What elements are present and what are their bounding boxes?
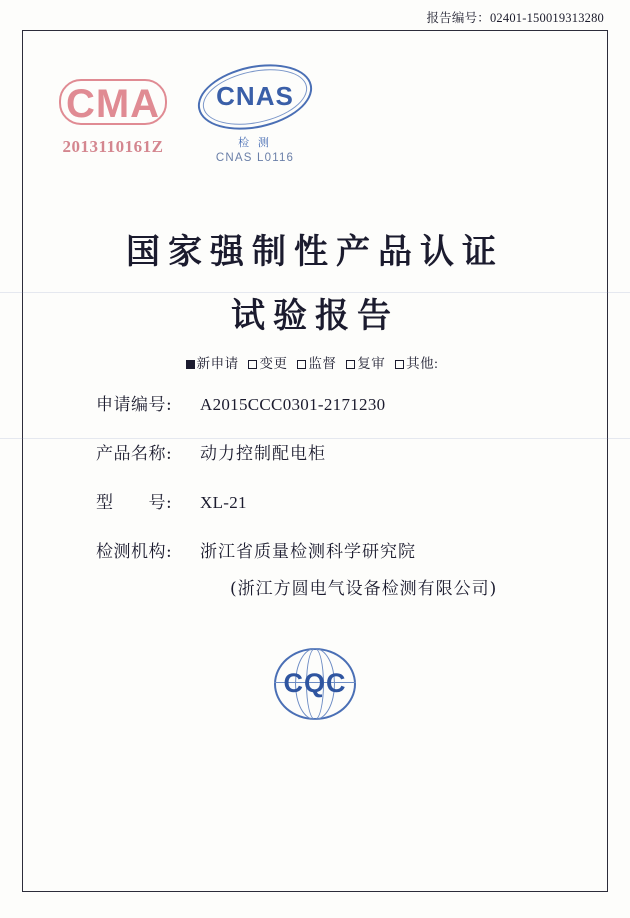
- field-value: 浙江省质量检测科学研究院: [200, 541, 416, 562]
- checkbox-label: 复审: [357, 356, 386, 371]
- checkbox-label: 新申请: [196, 356, 239, 371]
- field-row-model: [96, 490, 536, 517]
- field-row-testing-organization: [96, 540, 536, 566]
- cnas-label: CNAS: [216, 81, 294, 111]
- checkbox-icon[interactable]: [248, 360, 257, 369]
- checkbox-option[interactable]: [346, 352, 385, 372]
- checkbox-icon[interactable]: [297, 360, 306, 369]
- cma-icon: CMA: [65, 82, 161, 126]
- testing-organization-subsidiary: (浙江方圆电气设备检测有限公司): [230, 579, 498, 599]
- cma-mark-block: [38, 84, 188, 157]
- report-number-value: 02401-150019313280: [489, 11, 604, 25]
- field-row-application-number: [96, 392, 536, 419]
- field-label: 申请编号:: [96, 395, 173, 415]
- field-label: 型 号:: [96, 493, 173, 513]
- field-label: 产品名称:: [96, 443, 173, 464]
- cnas-registration: CNAS L0116: [215, 152, 295, 164]
- checkbox-icon[interactable]: [186, 360, 195, 369]
- field-label: 检测机构:: [96, 541, 173, 562]
- checkbox-option[interactable]: [186, 352, 239, 372]
- cnas-icon: [197, 66, 313, 128]
- cnas-category: 检 测: [238, 137, 272, 149]
- field-value: 动力控制配电柜: [200, 443, 326, 464]
- checkbox-option[interactable]: [297, 352, 336, 372]
- checkbox-option[interactable]: [248, 352, 287, 372]
- checkbox-label: 监督: [308, 356, 337, 371]
- field-value: A2015CCC0301-2171230: [200, 395, 386, 414]
- report-fields: [96, 392, 536, 622]
- cqc-seal: [263, 648, 367, 724]
- accreditation-marks: [0, 62, 630, 182]
- report-number: [426, 8, 604, 26]
- field-value: XL-21: [200, 493, 247, 512]
- cma-code: 2013110161Z: [62, 137, 164, 156]
- application-type-checkboxes: [0, 352, 630, 372]
- checkbox-icon[interactable]: [395, 360, 404, 369]
- cqc-label: CQC: [283, 668, 347, 698]
- cnas-mark-block: [175, 66, 335, 164]
- report-number-label: 报告编号：: [426, 11, 490, 25]
- checkbox-icon[interactable]: [346, 360, 355, 369]
- page-title-line-2: 试验报告: [231, 296, 399, 336]
- checkbox-label: 变更: [259, 356, 288, 371]
- checkbox-label: 其他:: [406, 356, 439, 371]
- checkbox-option[interactable]: [395, 352, 438, 372]
- field-row-product-name: [96, 442, 536, 468]
- page-title-line-1: 国家强制性产品认证: [126, 232, 504, 272]
